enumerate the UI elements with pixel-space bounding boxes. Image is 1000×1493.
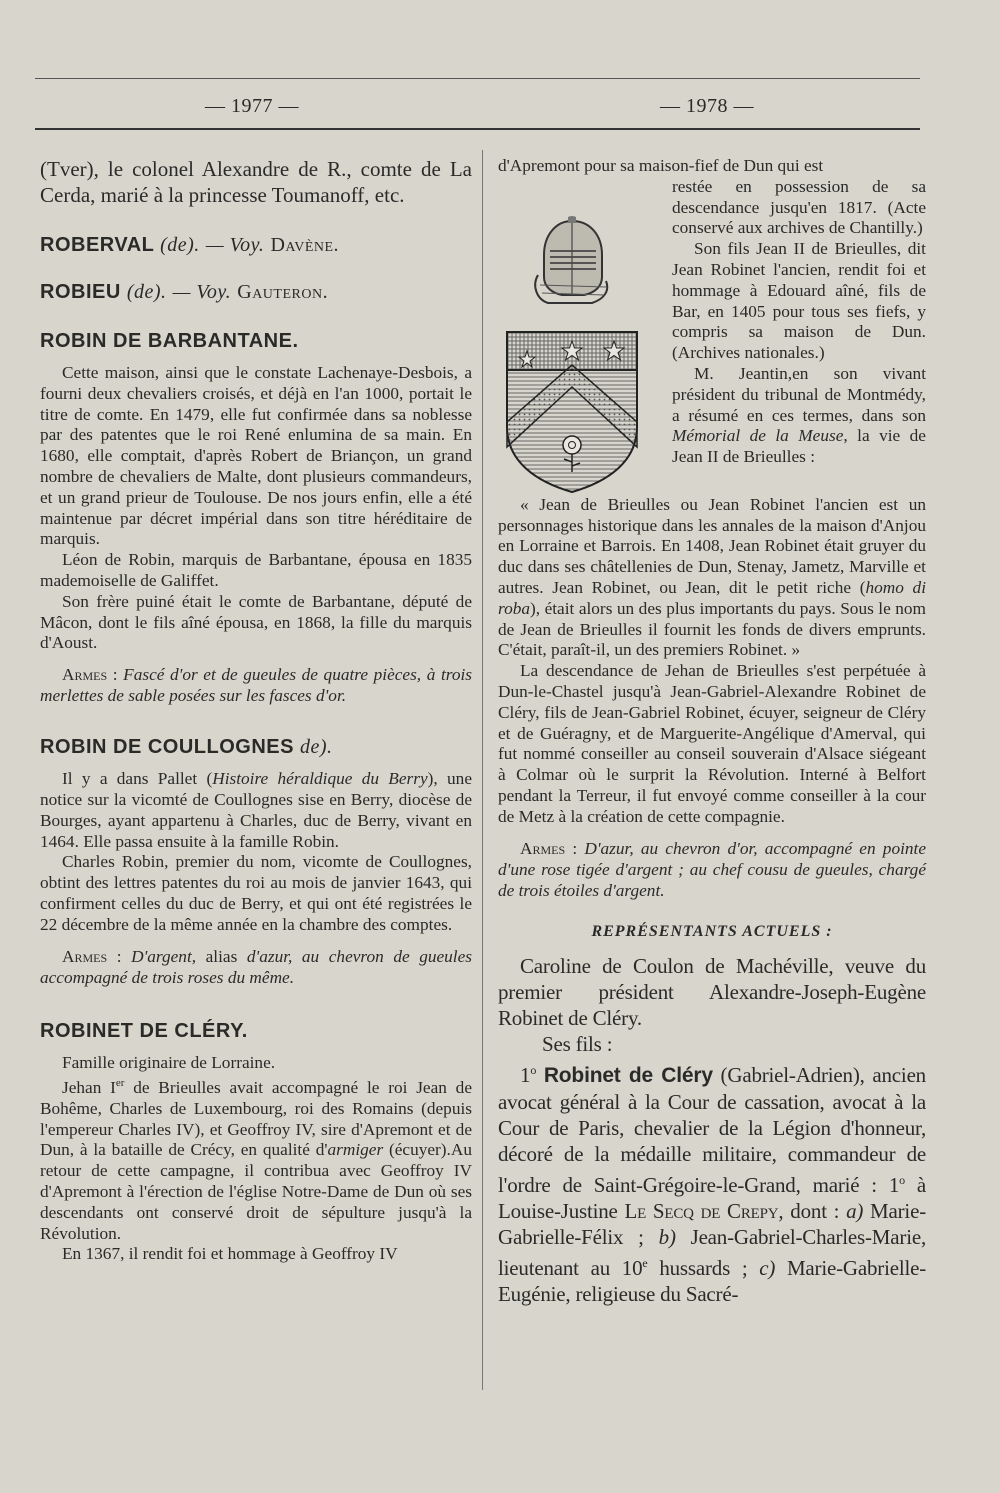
entry-name: ROBIN DE COULLOGNES [40,736,294,759]
armes-paragraph [498,838,926,901]
armes-text: D'azur, au chevron d'or, accompagné en pointe d'une rose tigée d'argent ; au chef cousu de gueules, chargé de trois étoiles d'argent. [498,838,927,900]
paragraph: Léon de Robin, marquis de Barbantane, épousa en 1835 mademoiselle de Galiffet. [40,550,472,590]
paragraph: Il y a dans Pallet (Histoire héraldique du Berry), une notice sur la vicomté de Coullognes sise en Berry, diocèse de Bourges, ayant appartenu à Charles, duc de Berry, vivant en 1464. Elle passa ensuite à la famille Robin. [40,769,472,851]
right-column [498,150,926,1307]
voy-label: — Voy. [172,281,232,303]
section-representants [498,953,926,1307]
entry-particle: (de). [160,234,200,256]
column-divider [482,150,483,1390]
paragraph: Caroline de Coulon de Machéville, veuve du premier président Alexandre-Joseph-Eugène Robinet de Cléry. [498,953,926,1030]
entry-name: ROBERVAL [40,234,155,256]
paragraph: Son frère puiné était le comte de Barbantane, député de Mâcon, dont le fils aîné épousa, en 1868, la fille du marquis d'Aoust. [40,591,472,653]
section-barbantane [40,363,472,706]
armes-text: Fascé d'or et de gueules de quatre pièces, à trois merlettes de sable posées sur les fasces d'or. [40,665,472,706]
entry-roberval [40,234,472,257]
paragraph: M. Jeantin,en son vivant président du tribunal de Montmédy, a résumé en ces termes, dans son Mémorial de la Meuse, la vie de Jean II de Brieulles : [672,363,926,467]
paragraph: Son fils Jean II de Brieulles, dit Jean Robinet l'ancien, rendit foi et hommage à Edouard aîné, fils de Bar, en 1405 pour tous ses fiefs, y compris sa maison de Dun. (Archives nationales.) [672,239,926,363]
section-clery-continued [498,156,926,901]
paragraph: La descendance de Jehan de Brieulles s'est perpétuée à Dun-le-Chastel jusqu'à Jean-Gabriel-Alexandre Robinet de Cléry, fils de Jean-Gabriel Robinet, écuyer, seigneur de Cléry et de Guéragny, et de Marguerite-Angélique d'Amerval, qui fut nommé conseiller au conseil souverain d'Alsace siégeant à Colmar où le surprit la Révolution. Interné à Belfort pendant la Terreur, il fut envoyé comme conseiller à la cour de Metz à la création de cette compagnie. [498,661,926,826]
quotation: « Jean de Brieulles ou Jean Robinet l'ancien est un personnages historique dans les annales de la maison d'Anjou en Lorraine et Barrois. En 1408, Jean Robinet était gruyer du duc dans ses châtellenies de Dun, Stenay, Jametz, Marville et autres. Jean Robinet, ou Jean, dit le petit riche (homo di roba), était alors un des plus importants du pays. Sous le nom de Jean de Brieulles il fournit les fonds de divers emprunts. C'était, paraît-il, un des premiers Robinet. » [498,494,926,660]
paragraph: 1$^o$ Robinet de Cléry (Gabriel-Adrien), ancien avocat général à la Cour de cassation, avocat à la Cour de Paris, chevalier de la Légion d'honneur, décoré de la médaille militaire, commandeur de l'ordre de Saint-Grégoire-le-Grand, marié : 1$^o$ à Louise-Justine Le Secq de Crepy, dont : a) Marie-Gabrielle-Félix ; b) Jean-Gabriel-Charles-Marie, lieutenant au 10e hussards ; c) Marie-Gabrielle-Eugénie, religieuse du Sacré- [498,1062,927,1306]
entry-particle: (de). [126,281,167,303]
armes-label: Armes : [62,665,118,685]
cross-reference: Gauteron. [237,281,329,303]
armes-paragraph: Armes : D'argent, alias d'azur, au chevron de gueules accompagné de trois roses du même. [40,946,472,987]
header-rule [35,128,920,130]
armes-label: Armes : [62,946,122,966]
voy-label: — Voy. [205,234,265,256]
paragraph: Famille originaire de Lorraine. [62,1052,276,1072]
paragraph: Ses fils : [542,1031,613,1056]
section-clery [40,1053,472,1266]
heading-coullognes [40,736,472,759]
paragraph: restée en possession de sa descendance jusqu'en 1817. (Acte conservé aux archives de Chantilly.) [672,176,926,238]
intro-paragraph: (Tver), le colonel Alexandre de R., comte de La Cerda, marié à la princesse Toumanoff, etc. [40,157,472,207]
folio-left: — 1977 — [205,95,299,117]
top-rule [35,78,920,79]
paragraph: Cette maison, ainsi que le constate Lachenaye-Desbois, a fourni deux chevaliers croisés, et déjà en l'an 1000, portait le titre de comte. En 1479, elle fut confirmée dans sa noblesse par des patentes que le roi René enlumina de sa main. En 1680, elle comptait, d'après Robert de Briançon, un grand nombre de chevaliers de Malte, dont plusieurs commandeurs, et un grand prieur de Toulouse. De nos jours enfin, elle a été maintenue par décret impérial dans son titre héréditaire de marquis. [40,363,472,549]
heading-barbantane: ROBIN DE BARBANTANE. [40,330,299,352]
folio-right: — 1978 — [660,95,754,117]
left-column [40,150,472,1265]
heading-clery: ROBINET DE CLÉRY. [40,1019,248,1042]
paragraph: Charles Robin, premier du nom, vicomte de Coullognes, obtint des lettres patentes du roi au mois de janvier 1643, qui confirment celles du duc de Berry, et qui ont été registrées le 22 décembre de la même année en la chambre des comptes. [40,852,472,934]
armes-label: Armes : [520,838,578,858]
paragraph: En 1367, il rendit foi et hommage à Geoffroy IV [62,1244,398,1264]
paragraph-first-line: d'Apremont pour sa maison-fief de Dun qui est [498,156,824,175]
helmet-icon [532,215,614,307]
coat-of-arms-figure [496,177,666,495]
cross-reference: Davène. [270,234,340,256]
section-coullognes [40,769,472,987]
entry-robieu [40,281,472,304]
armes-paragraph [40,664,472,706]
representants-heading: REPRÉSENTANTS ACTUELS : [591,922,833,940]
shield-icon [502,327,642,497]
entry-name: ROBIEU [40,281,121,303]
paragraph: Jehan Ier de Brieulles avait accompagné le roi Jean de Bohême, Charles de Luxembourg, roi des Romains (depuis l'empereur Charles IV), et Geoffroy IV, sire d'Apremont et de Dun, à la bataille de Crécy, en qualité d'armiger (écuyer).Au retour de cette campagne, il contribua avec Geoffroy IV d'Apremont à l'érection de l'église Notre-Dame de Dun où ses descendants ont conservé droit de sépulture jusqu'à la Révolution. [40,1077,472,1243]
entry-particle: de). [300,736,333,759]
